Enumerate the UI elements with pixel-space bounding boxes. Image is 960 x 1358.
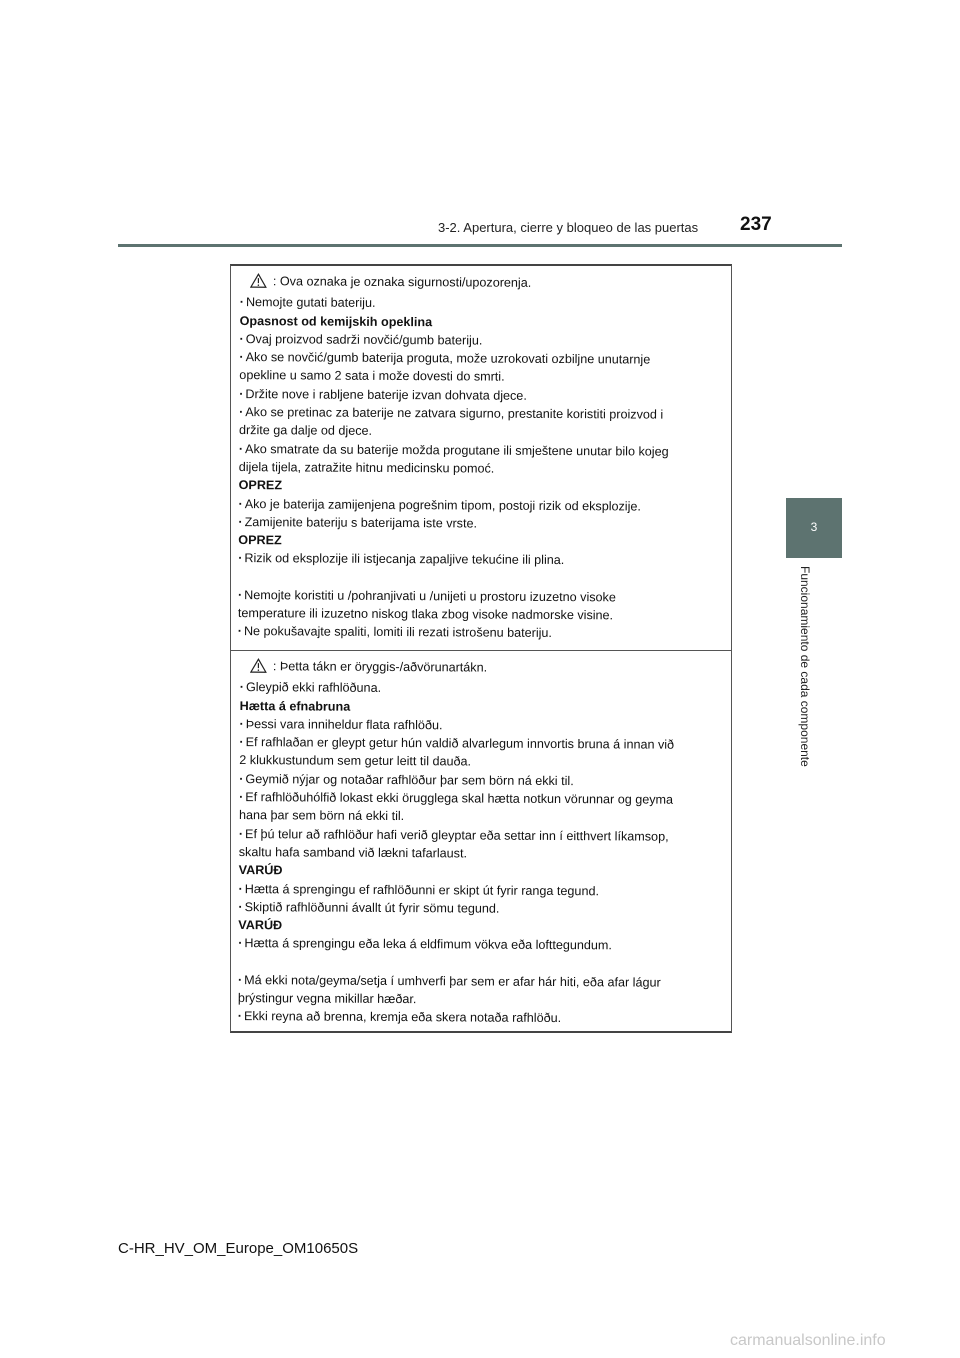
icelandic-warning-line: · Þessi vara inniheldur flata rafhlöðu.	[239, 715, 724, 736]
icelandic-warning-line: Hætta á efnabruna	[239, 698, 351, 714]
croatian-warning-line: · Ako je baterija zamijenjena pogrešnim tipom, postoji rizik od eksplozije.	[238, 495, 723, 516]
icelandic-warning-line: · Hætta á sprengingu eða leka á eldfimum vökva eða lofttegundum.	[238, 935, 723, 956]
section-title: 3-2. Apertura, cierre y bloqueo de las puertas	[438, 220, 699, 235]
croatian-warning-line: Opasnost od kemijskih opeklina	[239, 313, 433, 329]
croatian-warning-line: dijela tijela, zatražite hitnu medicinsku pomoć.	[238, 460, 495, 476]
icelandic-warning-line: hana þar sem börn ná ekki til.	[238, 808, 405, 824]
icelandic-warning-line: · Skiptið rafhlöðunni ávallt út fyrir sömu tegund.	[238, 898, 723, 919]
croatian-warning-line: · Rizik od eksplozije ili istjecanja zapaljive tekućine ili plina.	[238, 550, 723, 571]
croatian-warning-line: · Nemojte gutati bateriju.	[240, 293, 725, 314]
icelandic-warning-line: · Ekki reyna að brenna, kremja eða skera notaða rafhlöðu.	[238, 1007, 723, 1028]
croatian-warning-line: opekline u samo 2 sata i može dovesti do smrti.	[239, 368, 505, 385]
icelandic-warning-heading	[240, 657, 725, 681]
icelandic-warning-lines	[238, 678, 725, 1028]
chapter-number: 3	[810, 520, 818, 534]
icelandic-warning-line: · Má ekki nota/geyma/setja í umhverfi þar sem er afar hár hiti, eða afar lágur	[238, 971, 723, 992]
croatian-warning-line: temperature ili izuzetno niskog tlaka zbog visoke nadmorske visine.	[237, 606, 614, 623]
croatian-warning-line: · Ne pokušavajte spaliti, lomiti ili rezati istrošenu bateriju.	[238, 622, 723, 643]
icelandic-warning-line: þrýstingur vegna mikillar hæðar.	[237, 991, 417, 1007]
warning-triangle-icon	[250, 658, 267, 678]
croatian-warning-lines	[238, 293, 725, 643]
croatian-warning-label: : Ova oznaka je oznaka sigurnosti/upozorenja.	[272, 274, 532, 290]
croatian-warning-line: · Ako se pretinac za baterije ne zatvara sigurno, prestanite koristiti proizvod i	[239, 403, 724, 424]
croatian-warning-line: · Ako se novčić/gumb baterija proguta, može uzrokovati ozbiljne unutarnje	[239, 348, 724, 369]
header-rule	[118, 244, 842, 247]
chapter-label: Funcionamiento de cada componente	[798, 566, 812, 767]
icelandic-warning-box	[230, 650, 732, 1033]
croatian-warning-line: · Ako smatrate da su baterije možda progutane ili smještene unutar bilo kojeg	[239, 440, 724, 461]
croatian-warning-line: · Nemojte koristiti u /pohranjivati u /unijeti u prostoru izuzetno visoke	[238, 586, 723, 607]
croatian-warning-heading	[240, 272, 725, 296]
chapter-tab	[786, 498, 842, 558]
icelandic-warning-label: : Þetta tákn er öryggis-/aðvörunartákn.	[272, 659, 488, 675]
icelandic-warning-content	[229, 651, 731, 1029]
icelandic-warning-line: 2 klukkustundum sem getur leitt til dauða.	[239, 753, 472, 769]
croatian-warning-line: držite ga dalje od djece.	[238, 423, 373, 439]
icelandic-warning-line: · Ef þú telur að rafhlöður hafi verið gleyptar eða settar inn í eitthvert líkamsop,	[239, 825, 724, 846]
warning-triangle-icon	[250, 273, 267, 293]
croatian-warning-content	[229, 266, 731, 644]
page-number: 237	[740, 214, 772, 235]
icelandic-warning-line: VARÚÐ	[238, 863, 283, 878]
icelandic-warning-line: · Ef rafhlaðan er gleypt getur hún valdið alvarlegum innvortis bruna á innan við	[239, 733, 724, 754]
croatian-warning-line: · Zamijenite bateriju s baterijama iste vrste.	[238, 513, 723, 534]
icelandic-warning-line: · Ef rafhlöðuhólfið lokast ekki örugglega skal hætta notkun vörunnar og geyma	[239, 788, 724, 809]
icelandic-warning-line: · Hætta á sprengingu ef rafhlöðunni er skipt út fyrir ranga tegund.	[238, 880, 723, 901]
croatian-warning-line: OPREZ	[238, 533, 282, 548]
document-code: C-HR_HV_OM_Europe_OM10650S	[118, 1240, 359, 1257]
icelandic-warning-line: VARÚÐ	[238, 918, 283, 933]
croatian-warning-box	[230, 264, 732, 651]
icelandic-warning-line: skaltu hafa samband við lækni tafarlaust.	[238, 845, 468, 861]
icelandic-warning-line: · Geymið nýjar og notaðar rafhlöður þar sem börn ná ekki til.	[239, 770, 724, 791]
croatian-warning-line: · Držite nove i rabljene baterije izvan dohvata djece.	[239, 385, 724, 406]
icelandic-warning-line: · Gleypið ekki rafhlöðuna.	[240, 678, 725, 699]
croatian-warning-line: OPREZ	[238, 478, 283, 493]
croatian-warning-line: · Ovaj proizvod sadrži novčić/gumb bateriju.	[239, 330, 724, 351]
watermark: carmanualsonline.info	[730, 1332, 886, 1349]
